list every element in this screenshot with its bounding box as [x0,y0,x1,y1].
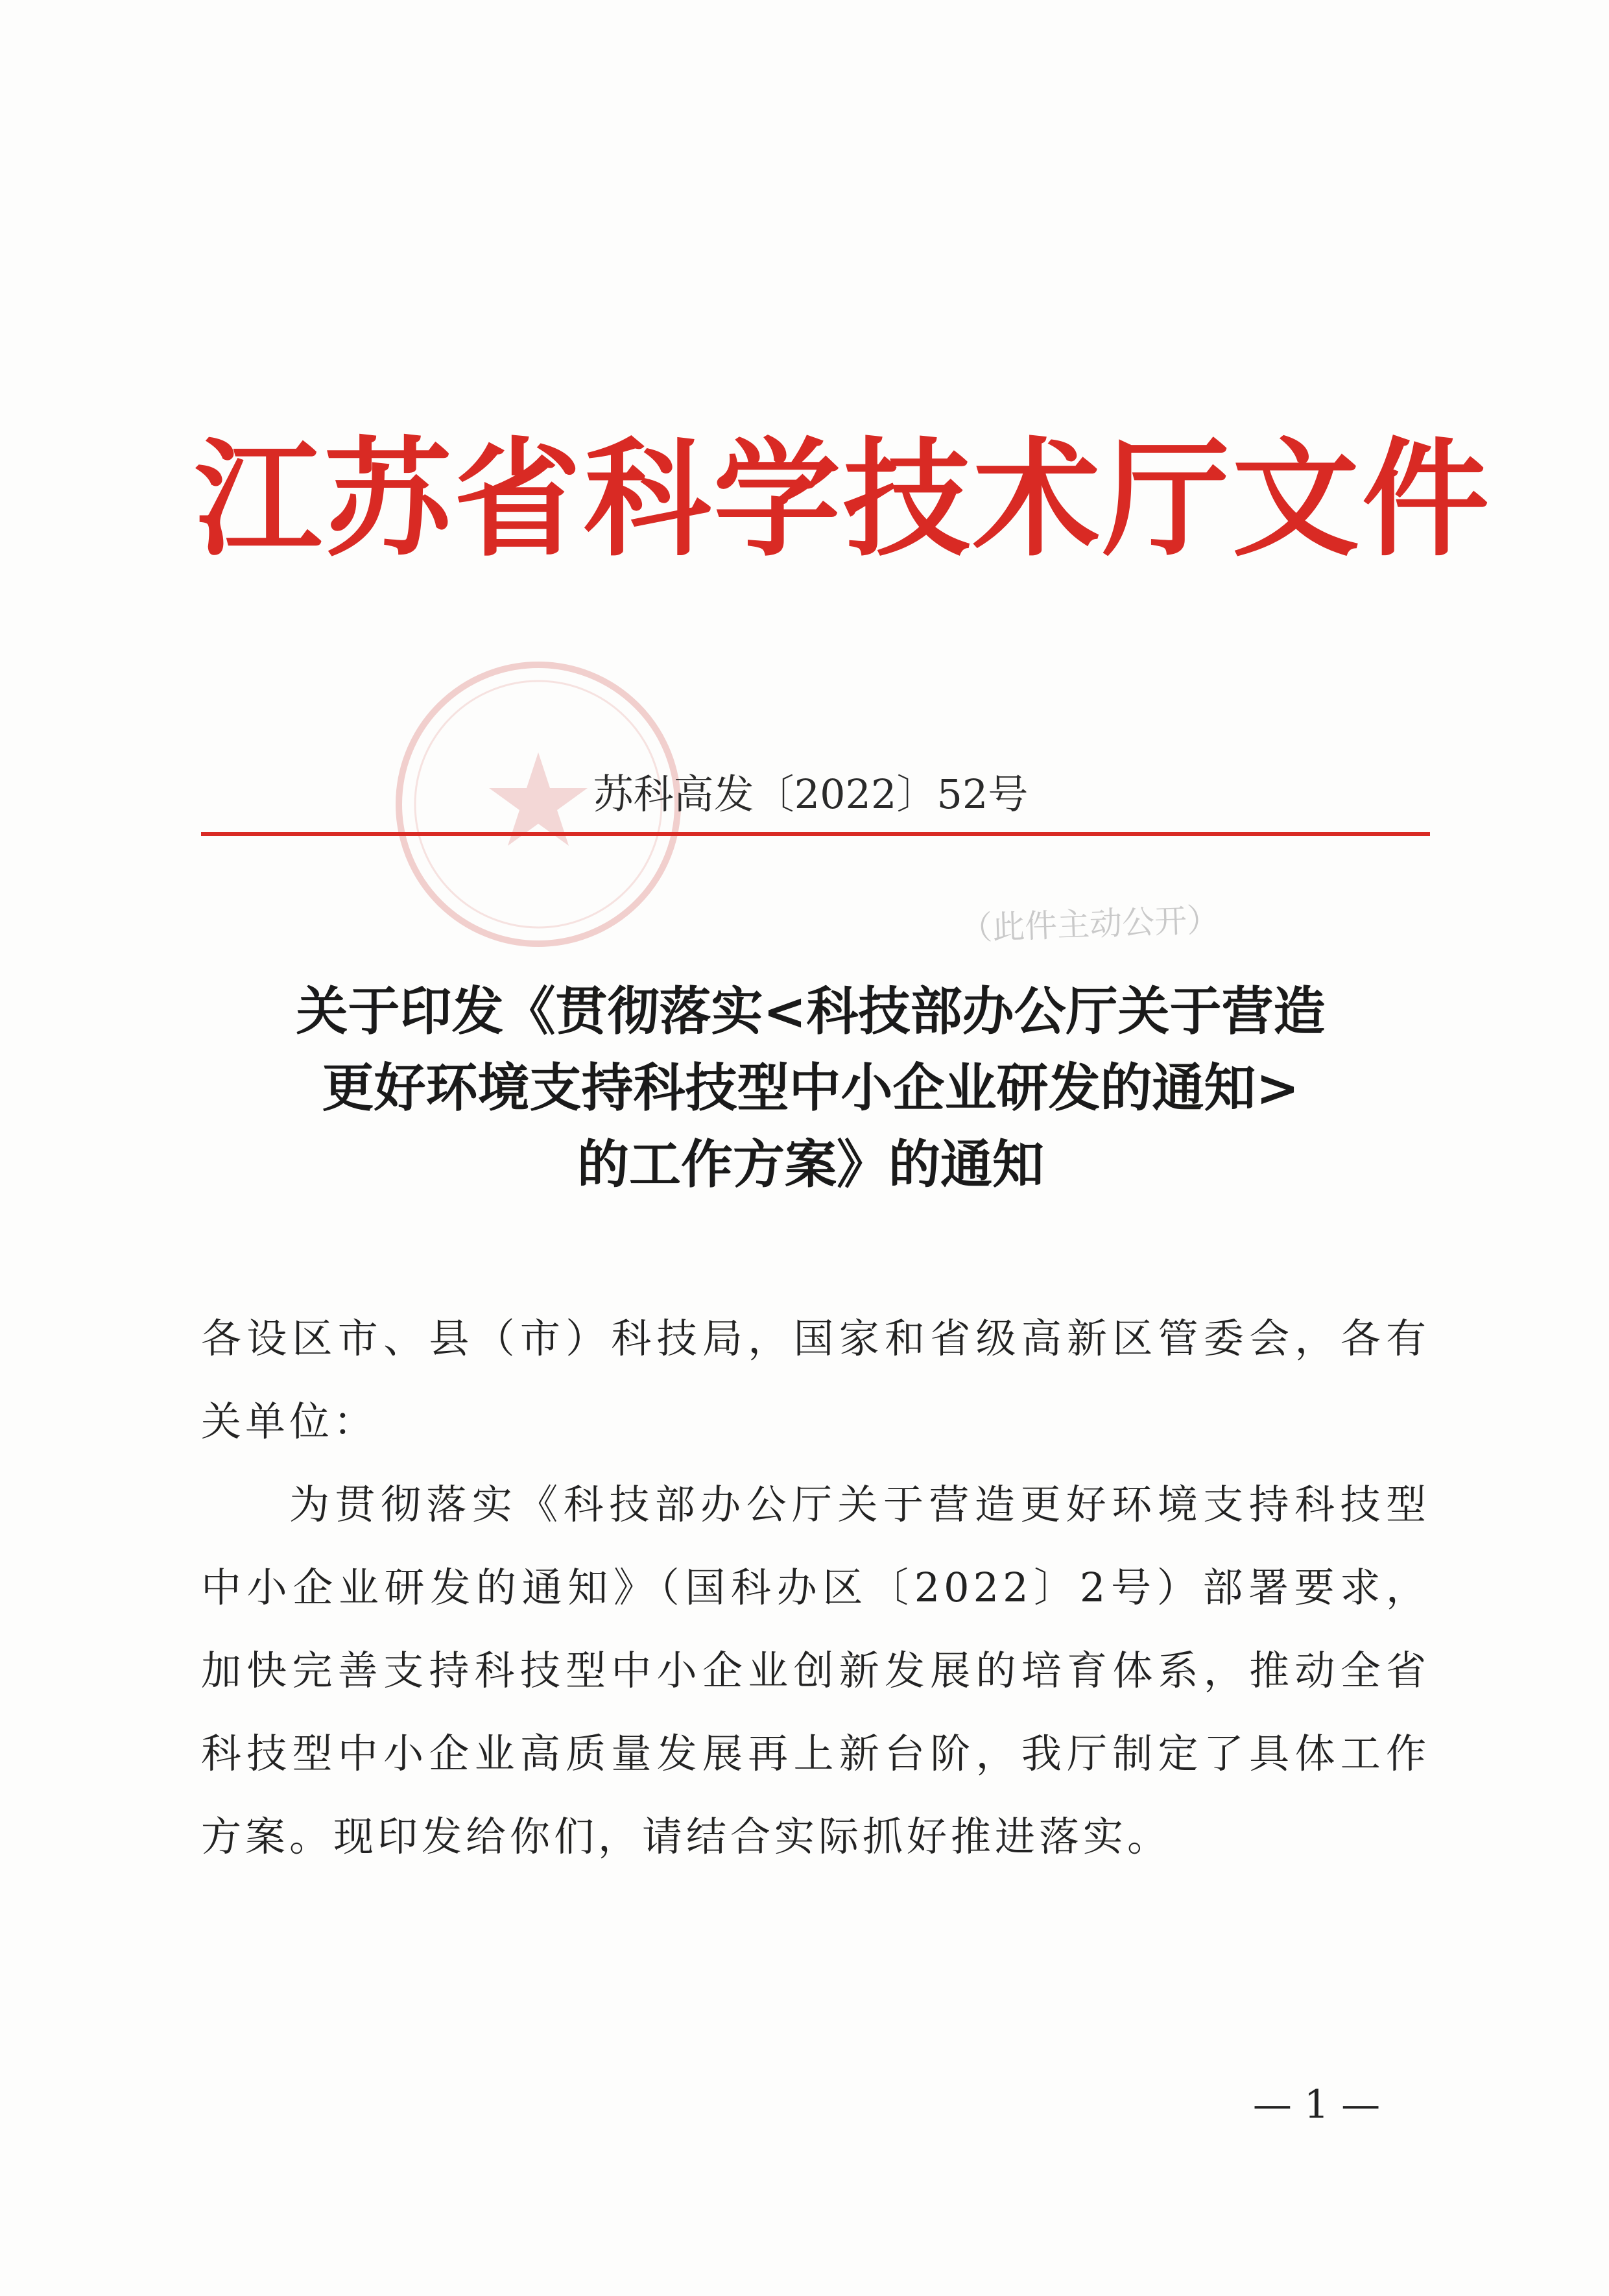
notice-title [195,973,1427,1202]
document-number: 苏科高发〔2022〕52号 [593,771,1029,818]
notice-body [201,1297,1430,1878]
salutation: 各设区市、县（市）科技局，国家和省级高新区管委会，各有关单位： [201,1315,1430,1445]
notice-title-line: 关于印发《贯彻落实<科技部办公厅关于营造 [296,981,1326,1042]
red-divider-line [201,832,1430,836]
page-number: — 1 — [1252,2082,1381,2127]
issuing-authority-header: 江苏省科学技术厅文件 [195,425,1492,574]
notice-title-line: 更好环境支持科技型中小企业研发的通知> [322,1057,1300,1118]
notice-title-line: 的工作方案》的通知 [577,1134,1044,1195]
body-paragraph: 为贯彻落实《科技部办公厅关于营造更好环境支持科技型中小企业研发的通知》（国科办区〔2022〕2号）部署要求，加快完善支持科技型中小企业创新发展的培育体系，推动全省科技型中小企业高质量发展再上新台阶，我厅制定了具体工作方案。现印发给你们，请结合实际抓好推进落实。 [201,1481,1430,1860]
disclosure-watermark: （此件主动公开） [959,901,1221,948]
